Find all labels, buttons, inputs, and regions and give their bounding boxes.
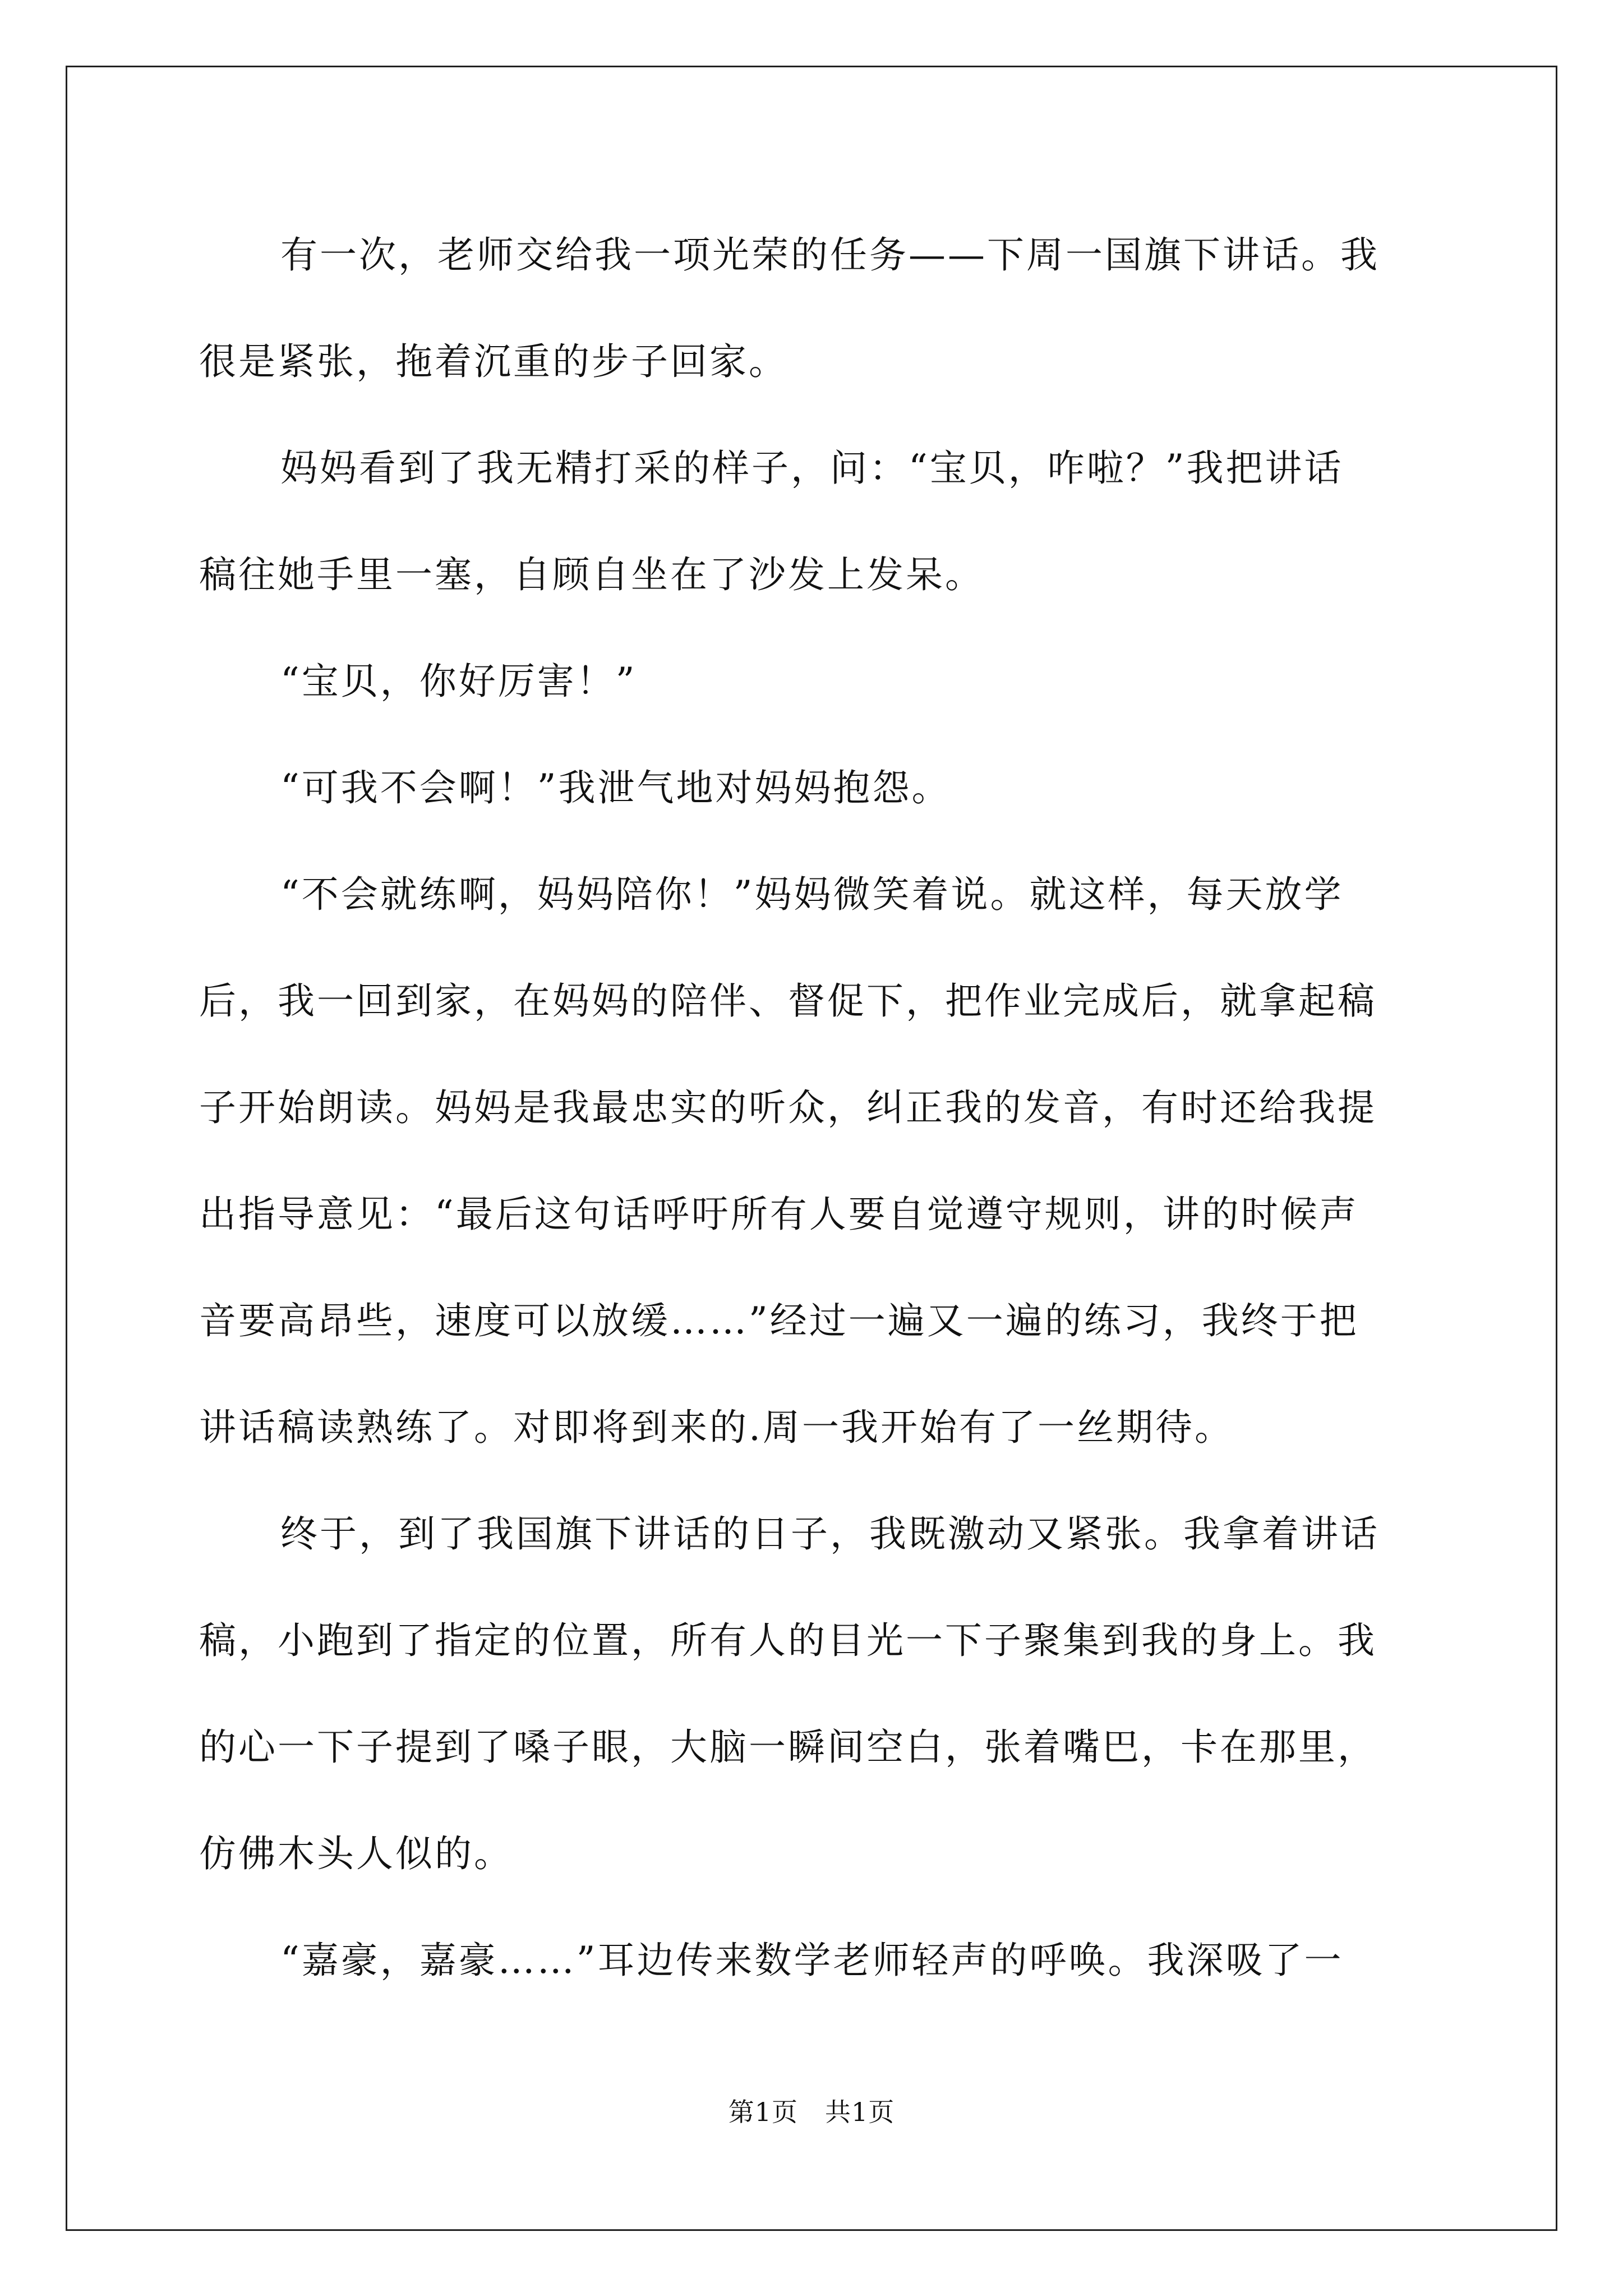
text-line: 讲话稿读熟练了。对即将到来的.周一我开始有了一丝期待。 <box>199 1406 1234 1449</box>
text-line: 的心一下子提到了嗓子眼，大脑一瞬间空白，张着嘴巴，卡在那里， <box>199 1726 1377 1769</box>
text-line: 有一次，老师交给我一项光荣的任务——下周一国旗下讲话。我 <box>280 233 1380 277</box>
text-line: 后，我一回到家，在妈妈的陪伴、督促下，把作业完成后，就拿起稿 <box>199 979 1377 1023</box>
text-line: 终于，到了我国旗下讲话的日子，我既激动又紧张。我拿着讲话 <box>280 1512 1380 1556</box>
document-body <box>199 222 1427 2033</box>
text-line: “不会就练啊，妈妈陪你！”妈妈微笑着说。就这样，每天放学 <box>280 873 1344 916</box>
page-footer <box>0 2095 1623 2129</box>
text-line: 子开始朗读。妈妈是我最忠实的听众，纠正我的发音，有时还给我提 <box>199 1086 1377 1129</box>
text-line: 出指导意见：“最后这句话呼吁所有人要自觉遵守规则，讲的时候声 <box>199 1193 1359 1236</box>
text-line: “嘉豪，嘉豪……”耳边传来数学老师轻声的呼唤。我深吸了一 <box>280 1939 1344 1982</box>
text-line: 音要高昂些，速度可以放缓……”经过一遍又一遍的练习，我终于把 <box>199 1299 1359 1342</box>
text-line: “可我不会啊！”我泄气地对妈妈抱怨。 <box>280 766 951 809</box>
text-line: “宝贝，你好厉害！” <box>280 660 637 703</box>
text-line: 很是紧张，拖着沉重的步子回家。 <box>199 340 788 383</box>
page-total: 共1页 <box>825 2097 895 2127</box>
page-number: 第1页 <box>728 2097 798 2127</box>
text-line: 仿佛木头人似的。 <box>199 1832 513 1875</box>
text-line: 妈妈看到了我无精打采的样子，问：“宝贝，咋啦？”我把讲话 <box>280 447 1344 490</box>
text-line: 稿，小跑到了指定的位置，所有人的目光一下子聚集到我的身上。我 <box>199 1619 1377 1662</box>
text-line: 稿往她手里一塞，自顾自坐在了沙发上发呆。 <box>199 553 984 596</box>
